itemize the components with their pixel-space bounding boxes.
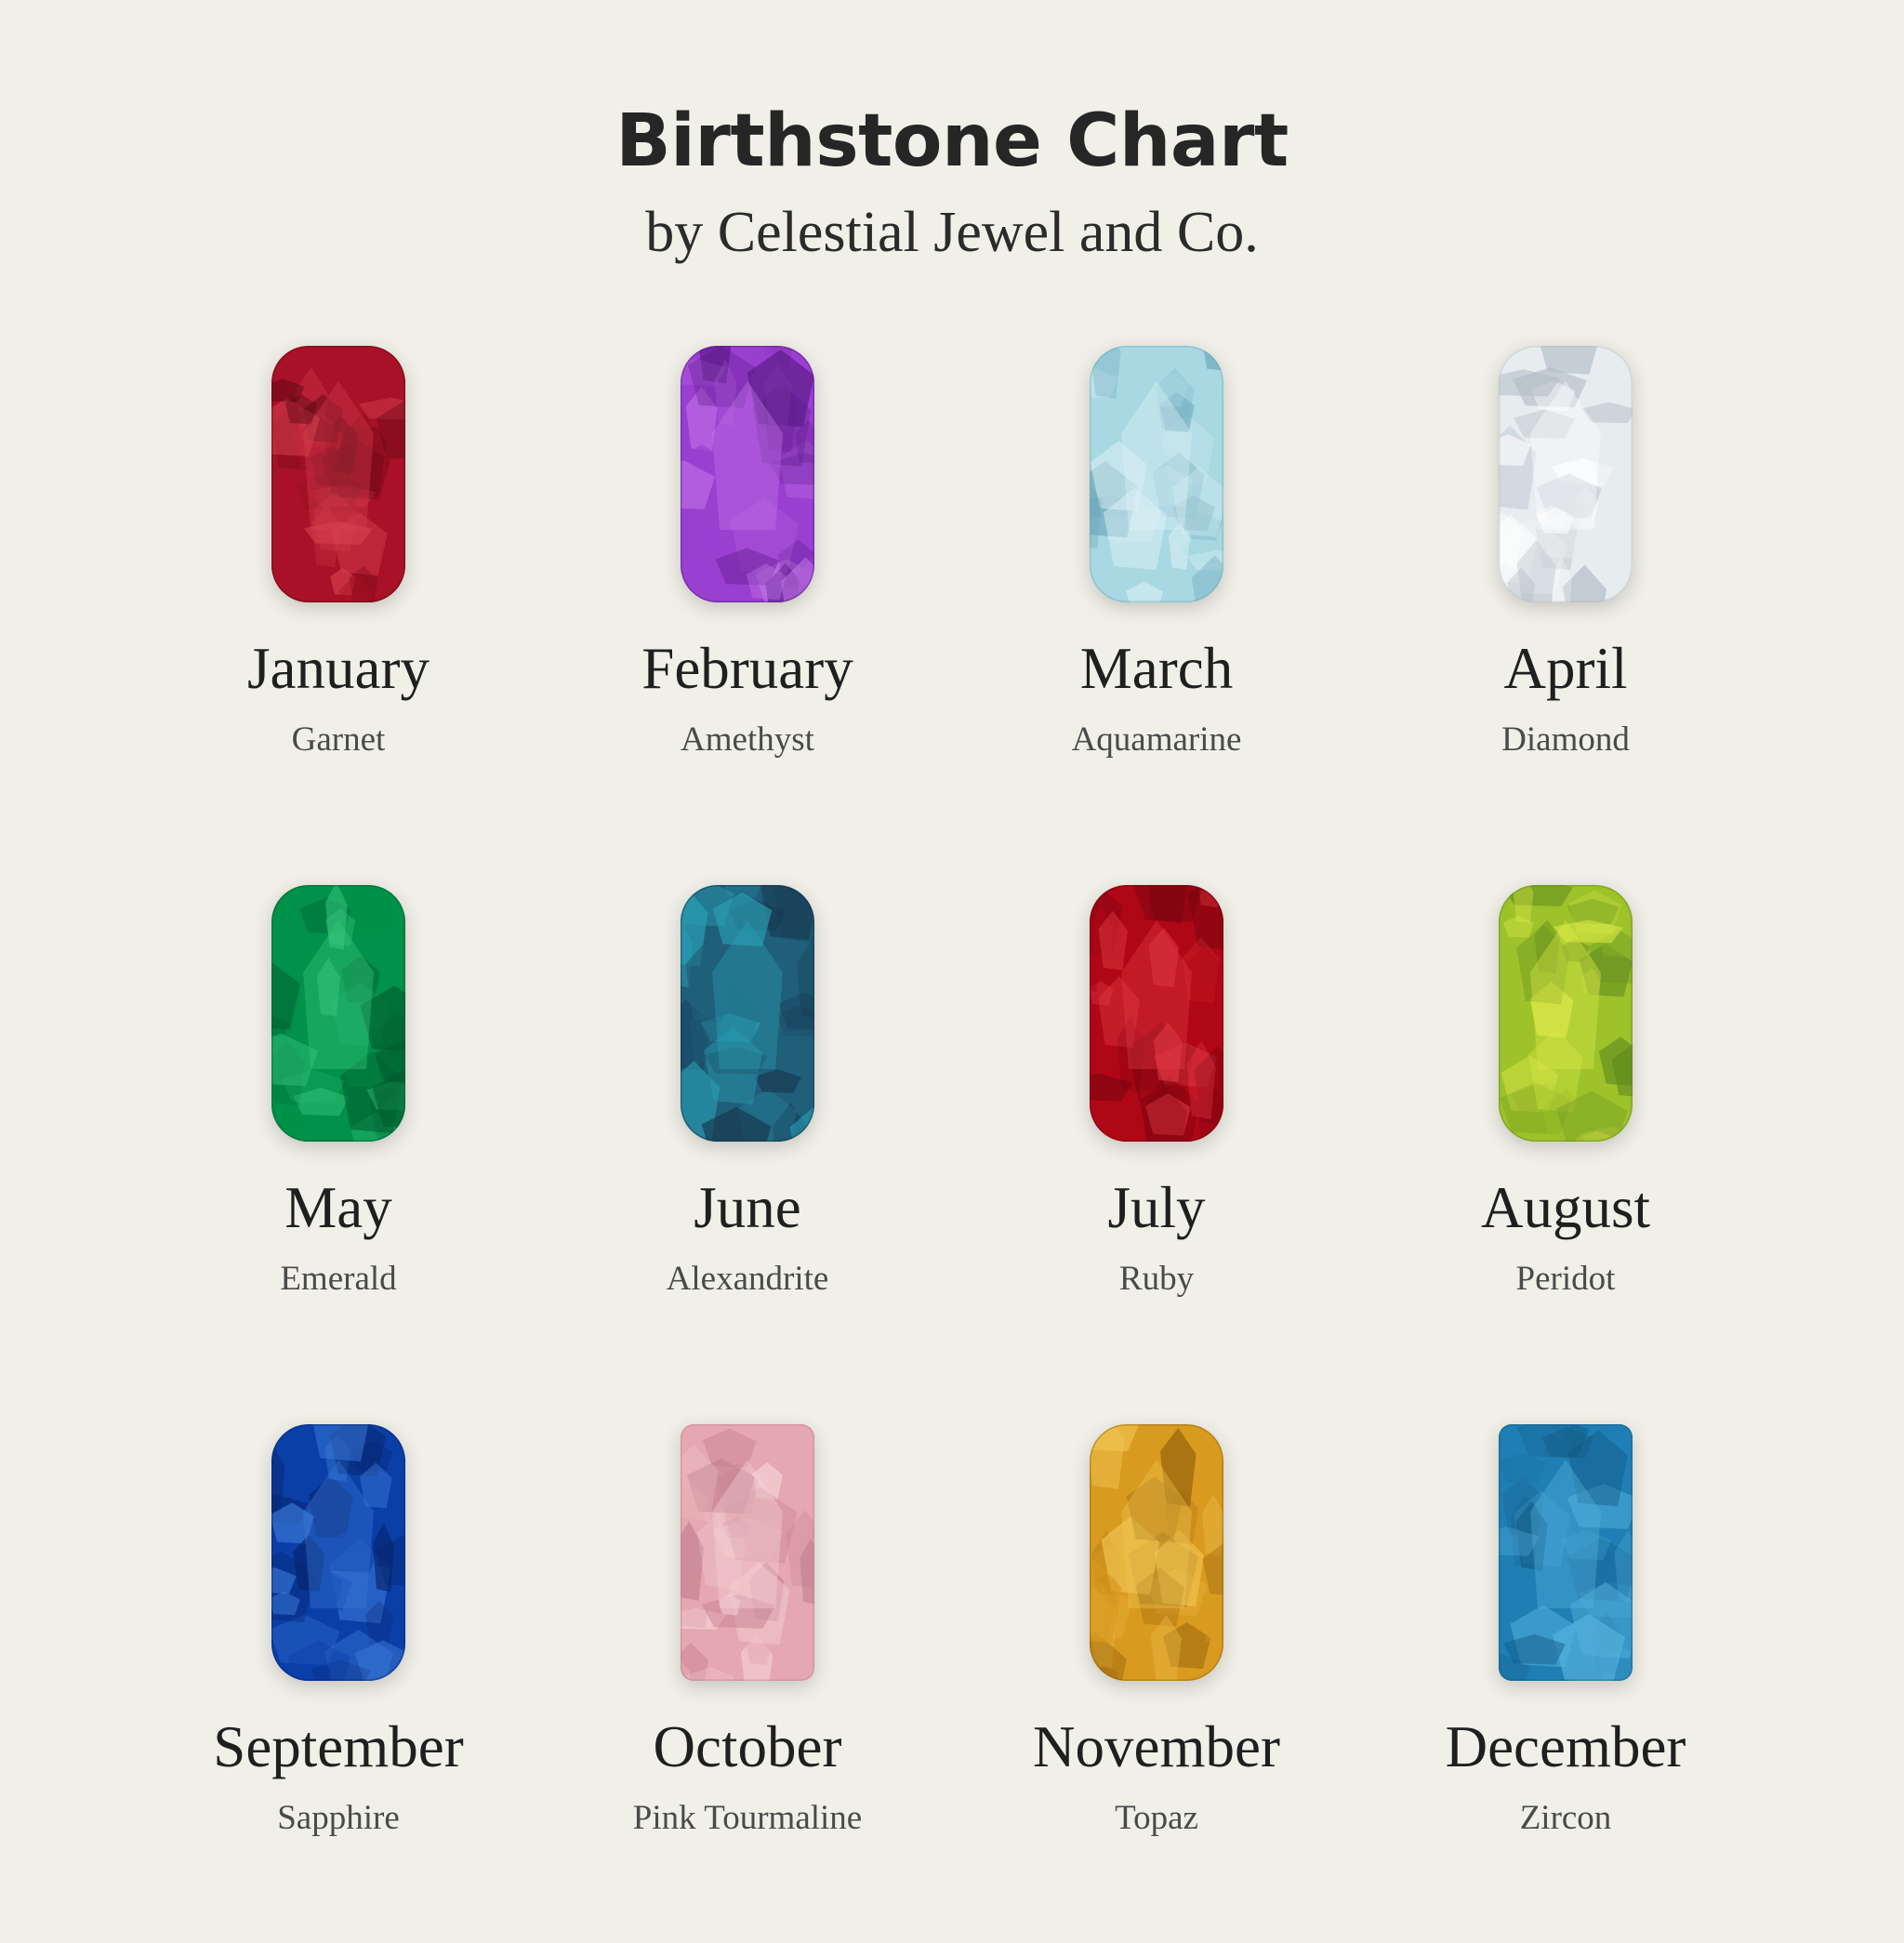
gem-cell-september [134, 1404, 543, 1943]
gem-image-wrap [270, 874, 407, 1153]
gem-cell-may [134, 865, 543, 1404]
gem-facets-svg [1088, 1422, 1225, 1683]
gem-cell-november [952, 1404, 1361, 1943]
gemstone-icon [679, 1422, 816, 1683]
gemstone-icon [1497, 1422, 1634, 1683]
stone-label: Peridot [1515, 1260, 1616, 1299]
month-label: May [284, 1175, 392, 1241]
month-label: August [1480, 1175, 1651, 1241]
gemstone-icon [679, 883, 816, 1143]
gemstone-icon [1088, 883, 1225, 1143]
gemstone-icon [679, 344, 816, 604]
stone-label: Zircon [1519, 1799, 1612, 1838]
gem-image-wrap [270, 1413, 407, 1692]
gem-cell-march [952, 325, 1361, 865]
gem-cell-july [952, 865, 1361, 1404]
gem-image-wrap [679, 335, 816, 614]
gem-cell-october [543, 1404, 952, 1943]
gemstone-icon [270, 1422, 407, 1683]
gem-cell-june [543, 865, 952, 1404]
month-label: April [1503, 636, 1628, 702]
gem-cell-december [1361, 1404, 1770, 1943]
gem-image-wrap [679, 874, 816, 1153]
gem-image-wrap [1497, 335, 1634, 614]
gem-facets-svg [679, 344, 816, 604]
gemstone-icon [1088, 1422, 1225, 1683]
gem-facets-svg [679, 883, 816, 1143]
stone-label: Aquamarine [1071, 720, 1242, 760]
gem-image-wrap [1497, 874, 1634, 1153]
gem-image-wrap [1088, 335, 1225, 614]
gem-cell-february [543, 325, 952, 865]
gem-cell-april [1361, 325, 1770, 865]
month-label: November [1033, 1714, 1280, 1780]
stone-label: Garnet [291, 720, 386, 760]
gem-facets-svg [1088, 883, 1225, 1143]
stone-label: Alexandrite [666, 1260, 829, 1299]
gem-facets-svg [679, 1422, 816, 1683]
stone-label: Emerald [280, 1260, 397, 1299]
gem-image-wrap [1088, 874, 1225, 1153]
gem-facets-svg [270, 1422, 407, 1683]
stone-label: Topaz [1115, 1799, 1198, 1838]
gemstone-icon [1497, 344, 1634, 604]
month-label: December [1445, 1714, 1686, 1780]
page-title: Birthstone Chart [615, 99, 1289, 183]
birthstone-grid [134, 325, 1770, 1943]
stone-label: Pink Tourmaline [632, 1799, 863, 1838]
gemstone-icon [1088, 344, 1225, 604]
gem-image-wrap [1497, 1413, 1634, 1692]
month-label: January [247, 636, 430, 702]
month-label: February [641, 636, 853, 702]
gem-facets-svg [1088, 344, 1225, 604]
gemstone-icon [1497, 883, 1634, 1143]
stone-label: Diamond [1501, 720, 1630, 760]
stone-label: Amethyst [681, 720, 814, 760]
gemstone-icon [270, 344, 407, 604]
chart-header [0, 99, 1904, 264]
page-subtitle: by Celestial Jewel and Co. [645, 200, 1259, 264]
gem-image-wrap [679, 1413, 816, 1692]
gem-facets-svg [270, 344, 407, 604]
month-label: September [213, 1714, 464, 1780]
gem-facets-svg [1497, 344, 1634, 604]
month-label: October [653, 1714, 842, 1780]
gem-facets-svg [270, 883, 407, 1143]
month-label: March [1079, 636, 1234, 702]
gem-cell-january [134, 325, 543, 865]
gem-cell-august [1361, 865, 1770, 1404]
gem-image-wrap [270, 335, 407, 614]
month-label: July [1107, 1175, 1206, 1241]
stone-label: Ruby [1118, 1260, 1195, 1299]
month-label: June [694, 1175, 801, 1241]
stone-label: Sapphire [277, 1799, 400, 1838]
gem-image-wrap [1088, 1413, 1225, 1692]
gem-facets-svg [1497, 1422, 1634, 1683]
gem-facets-svg [1497, 883, 1634, 1143]
gemstone-icon [270, 883, 407, 1143]
